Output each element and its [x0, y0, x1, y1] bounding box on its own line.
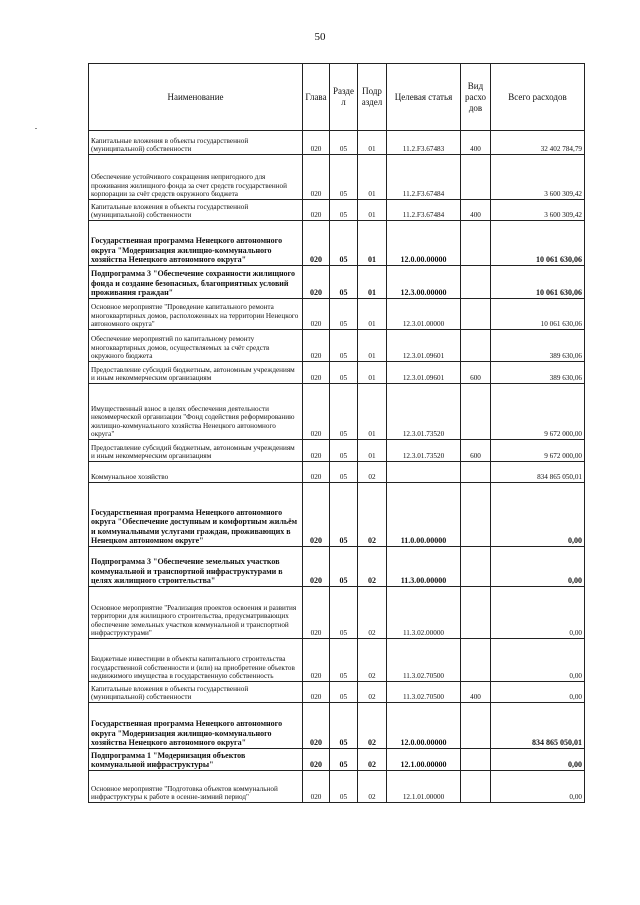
table-header-row [89, 64, 585, 131]
cell-podrazdel: 02 [358, 749, 387, 771]
cell-name: Подпрограмма 3 "Обеспечение сохранности жилищного фонда и создание безопасных, благоприятных условий проживания граждан" [89, 266, 303, 299]
cell-glava: 020 [303, 587, 330, 639]
cell-glava: 020 [303, 299, 330, 330]
cell-podrazdel: 02 [358, 703, 387, 749]
cell-total: 0,00 [491, 771, 585, 803]
cell-razdel: 05 [330, 200, 358, 221]
cell-vid [461, 299, 491, 330]
cell-name: Основное мероприятие "Проведение капитального ремонта многоквартирных домов, расположенных на территории Ненецкого автономного округа" [89, 299, 303, 330]
cell-razdel: 05 [330, 440, 358, 462]
cell-total: 834 865 050,01 [491, 703, 585, 749]
cell-razdel: 05 [330, 587, 358, 639]
table-row [89, 440, 585, 462]
table-row [89, 749, 585, 771]
cell-name: Подпрограмма 3 "Обеспечение земельных участков коммунальной и транспортной инфраструктурами в целях жилищного строительства" [89, 547, 303, 587]
cell-target: 12.3.01.73520 [387, 440, 461, 462]
cell-name: Коммунальное хозяйство [89, 462, 303, 483]
table-row [89, 547, 585, 587]
cell-glava: 020 [303, 221, 330, 266]
table-row [89, 384, 585, 440]
cell-podrazdel: 01 [358, 299, 387, 330]
cell-total: 0,00 [491, 547, 585, 587]
table-row [89, 771, 585, 803]
cell-name: Подпрограмма 1 "Модернизация объектов коммунальной инфраструктуры" [89, 749, 303, 771]
cell-target: 12.3.01.00000 [387, 299, 461, 330]
header-glava: Глава [303, 64, 330, 131]
cell-name: Имущественный взнос в целях обеспечения деятельности некоммерческой организации "Фонд содействия реформированию жилищно-коммунального хозяйства Ненецкого автономного округа" [89, 384, 303, 440]
cell-podrazdel: 01 [358, 440, 387, 462]
cell-glava: 020 [303, 547, 330, 587]
cell-glava: 020 [303, 440, 330, 462]
cell-podrazdel: 01 [358, 221, 387, 266]
cell-target: 11.3.02.70500 [387, 682, 461, 703]
cell-razdel: 05 [330, 547, 358, 587]
cell-total: 0,00 [491, 483, 585, 547]
cell-podrazdel: 02 [358, 462, 387, 483]
table-row [89, 131, 585, 155]
cell-total: 0,00 [491, 682, 585, 703]
margin-mark [35, 128, 37, 129]
cell-razdel: 05 [330, 703, 358, 749]
cell-total: 10 061 630,06 [491, 221, 585, 266]
table-row [89, 330, 585, 362]
cell-glava: 020 [303, 200, 330, 221]
cell-name: Предоставление субсидий бюджетным, автономным учреждениям и иным некоммерческим организациям [89, 440, 303, 462]
cell-glava: 020 [303, 682, 330, 703]
cell-razdel: 05 [330, 362, 358, 384]
cell-podrazdel: 01 [358, 266, 387, 299]
cell-vid [461, 266, 491, 299]
budget-table [88, 63, 585, 803]
cell-razdel: 05 [330, 221, 358, 266]
cell-name: Государственная программа Ненецкого автономного округа "Обеспечение доступным и комфортным жильём и коммунальными услугами граждан, проживающих в Ненецком автономном округе" [89, 483, 303, 547]
cell-razdel: 05 [330, 483, 358, 547]
table-row [89, 587, 585, 639]
table-row [89, 299, 585, 330]
cell-target: 11.2.F3.67484 [387, 155, 461, 200]
cell-name: Капитальные вложения в объекты государственной (муниципальной) собственности [89, 131, 303, 155]
cell-target: 11.2.F3.67483 [387, 131, 461, 155]
cell-target: 11.2.F3.67484 [387, 200, 461, 221]
cell-razdel: 05 [330, 682, 358, 703]
cell-target: 12.0.00.00000 [387, 221, 461, 266]
table-row [89, 200, 585, 221]
cell-podrazdel: 02 [358, 587, 387, 639]
cell-name: Предоставление субсидий бюджетным, автономным учреждениям и иным некоммерческим организациям [89, 362, 303, 384]
cell-podrazdel: 01 [358, 200, 387, 221]
cell-target: 12.3.01.73520 [387, 384, 461, 440]
cell-podrazdel: 02 [358, 682, 387, 703]
table-row [89, 362, 585, 384]
cell-razdel: 05 [330, 771, 358, 803]
cell-vid: 400 [461, 131, 491, 155]
cell-target: 12.3.00.00000 [387, 266, 461, 299]
cell-total: 9 672 000,00 [491, 384, 585, 440]
cell-razdel: 05 [330, 299, 358, 330]
table-row [89, 266, 585, 299]
header-razdel: Разде л [330, 64, 358, 131]
cell-glava: 020 [303, 703, 330, 749]
cell-glava: 020 [303, 362, 330, 384]
cell-total: 0,00 [491, 639, 585, 682]
cell-glava: 020 [303, 330, 330, 362]
cell-total: 3 600 309,42 [491, 155, 585, 200]
cell-glava: 020 [303, 384, 330, 440]
table-body [89, 131, 585, 803]
cell-target: 12.0.00.00000 [387, 703, 461, 749]
cell-vid [461, 587, 491, 639]
cell-vid [461, 749, 491, 771]
cell-name: Государственная программа Ненецкого автономного округа "Модернизация жилищно-коммунального хозяйства Ненецкого автономного округа" [89, 221, 303, 266]
table-row [89, 639, 585, 682]
header-total: Всего расходов [491, 64, 585, 131]
cell-glava: 020 [303, 462, 330, 483]
cell-vid [461, 547, 491, 587]
cell-glava: 020 [303, 155, 330, 200]
cell-total: 389 630,06 [491, 362, 585, 384]
cell-total: 10 061 630,06 [491, 299, 585, 330]
cell-podrazdel: 02 [358, 771, 387, 803]
cell-podrazdel: 01 [358, 155, 387, 200]
cell-vid [461, 384, 491, 440]
cell-razdel: 05 [330, 462, 358, 483]
cell-podrazdel: 01 [358, 362, 387, 384]
table-row [89, 703, 585, 749]
cell-vid: 600 [461, 362, 491, 384]
cell-name: Основное мероприятие "Реализация проектов освоения и развития территории для жилищного строительства, предусматривающих обеспечение земельных участков коммунальной и транспортной инфраструктурами" [89, 587, 303, 639]
cell-target: 11.3.02.00000 [387, 587, 461, 639]
header-podrazdel: Подр аздел [358, 64, 387, 131]
cell-podrazdel: 01 [358, 384, 387, 440]
cell-glava: 020 [303, 266, 330, 299]
cell-vid: 600 [461, 440, 491, 462]
cell-name: Государственная программа Ненецкого автономного округа "Модернизация жилищно-коммунального хозяйства Ненецкого автономного округа" [89, 703, 303, 749]
table-row [89, 682, 585, 703]
cell-vid [461, 462, 491, 483]
cell-name: Обеспечение мероприятий по капитальному ремонту многоквартирных домов, осуществляемых за счёт средств окружного бюджета [89, 330, 303, 362]
cell-razdel: 05 [330, 330, 358, 362]
cell-target: 12.1.00.00000 [387, 749, 461, 771]
table-row [89, 483, 585, 547]
cell-total: 10 061 630,06 [491, 266, 585, 299]
cell-total: 0,00 [491, 587, 585, 639]
cell-total: 9 672 000,00 [491, 440, 585, 462]
cell-razdel: 05 [330, 384, 358, 440]
cell-vid [461, 221, 491, 266]
cell-vid: 400 [461, 682, 491, 703]
cell-vid [461, 639, 491, 682]
cell-target: 11.3.02.70500 [387, 639, 461, 682]
table-row [89, 462, 585, 483]
cell-podrazdel: 02 [358, 639, 387, 682]
cell-glava: 020 [303, 749, 330, 771]
cell-razdel: 05 [330, 639, 358, 682]
cell-glava: 020 [303, 131, 330, 155]
cell-podrazdel: 02 [358, 483, 387, 547]
cell-podrazdel: 01 [358, 131, 387, 155]
cell-vid [461, 330, 491, 362]
cell-target: 11.0.00.00000 [387, 483, 461, 547]
table-row [89, 155, 585, 200]
cell-glava: 020 [303, 771, 330, 803]
cell-vid [461, 155, 491, 200]
cell-razdel: 05 [330, 266, 358, 299]
cell-target: 12.3.01.09601 [387, 362, 461, 384]
cell-podrazdel: 01 [358, 330, 387, 362]
table-row [89, 221, 585, 266]
cell-name: Капитальные вложения в объекты государственной (муниципальной) собственности [89, 200, 303, 221]
cell-vid [461, 483, 491, 547]
header-vid: Вид расхо дов [461, 64, 491, 131]
cell-vid [461, 703, 491, 749]
cell-razdel: 05 [330, 131, 358, 155]
cell-name: Капитальные вложения в объекты государственной (муниципальной) собственности [89, 682, 303, 703]
cell-podrazdel: 02 [358, 547, 387, 587]
cell-total: 0,00 [491, 749, 585, 771]
header-name: Наименование [89, 64, 303, 131]
cell-target [387, 462, 461, 483]
cell-target: 11.3.00.00000 [387, 547, 461, 587]
cell-vid: 400 [461, 200, 491, 221]
cell-total: 32 402 784,79 [491, 131, 585, 155]
cell-name: Основное мероприятие "Подготовка объектов коммунальной инфраструктуры к работе в осенне-зимний период" [89, 771, 303, 803]
cell-razdel: 05 [330, 749, 358, 771]
cell-vid [461, 771, 491, 803]
cell-glava: 020 [303, 483, 330, 547]
cell-target: 12.1.01.00000 [387, 771, 461, 803]
cell-razdel: 05 [330, 155, 358, 200]
cell-name: Обеспечение устойчивого сокращения непригодного для проживания жилищного фонда за счет средств государственной корпорации за счёт средств окружного бюджета [89, 155, 303, 200]
header-target: Целевая статья [387, 64, 461, 131]
page-number: 50 [314, 31, 326, 43]
cell-glava: 020 [303, 639, 330, 682]
cell-total: 389 630,06 [491, 330, 585, 362]
cell-total: 3 600 309,42 [491, 200, 585, 221]
cell-total: 834 865 050,01 [491, 462, 585, 483]
cell-target: 12.3.01.09601 [387, 330, 461, 362]
cell-name: Бюджетные инвестиции в объекты капитального строительства государственной собственности и (или) на приобретение объектов недвижимого имущества в государственную собственность [89, 639, 303, 682]
